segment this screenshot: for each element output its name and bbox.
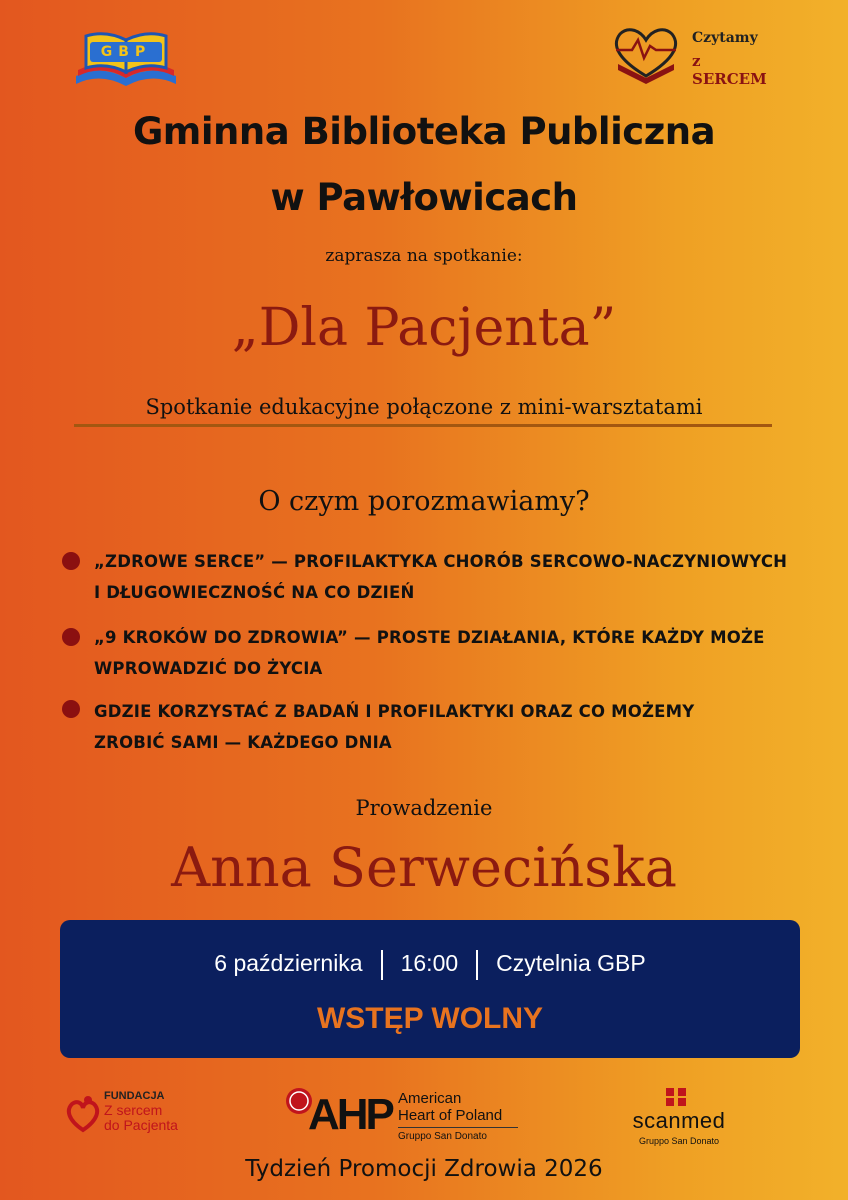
scanmed-name: scanmed <box>632 1108 726 1133</box>
topic-item <box>94 622 834 684</box>
american-heart-of-poland-logo <box>284 1082 524 1148</box>
fundacja-logo <box>66 1086 206 1146</box>
fundacja-line3: do Pacjenta <box>104 1117 178 1133</box>
ahp-line2: Heart of Poland <box>398 1107 503 1124</box>
event-date: 6 października <box>214 950 363 977</box>
czytamy-logo-line2: z SERCEM <box>692 52 767 88</box>
czytamy-z-sercem-logo <box>606 24 767 88</box>
topic-line1: „9 KROKÓW DO ZDROWIA” — PROSTE DZIAŁANIA, KTÓRE KAŻDY MOŻE <box>94 628 765 647</box>
ahp-divider <box>398 1127 518 1128</box>
subtitle-underline <box>74 424 772 427</box>
scanmed-logo <box>614 1086 744 1150</box>
lead-name: Anna Serwecińska <box>171 836 677 899</box>
ahp-letters: AHP <box>308 1090 392 1139</box>
bullet-icon <box>62 628 80 646</box>
topic-line2: ZROBIĆ SAMI — KAŻDEGO DNIA <box>94 733 392 752</box>
event-info-box <box>60 920 800 1058</box>
footer-text: Tydzień Promocji Zdrowia 2026 <box>245 1156 603 1182</box>
event-place: Czytelnia GBP <box>496 950 646 977</box>
event-title: „Dla Pacjenta” <box>231 298 617 358</box>
heart-book-icon <box>606 24 686 84</box>
event-time: 16:00 <box>400 950 459 977</box>
czytamy-logo-line1: Czytamy <box>692 30 758 46</box>
separator <box>476 950 478 980</box>
separator <box>381 950 383 980</box>
topic-line2: I DŁUGOWIECZNOŚĆ NA CO DZIEŃ <box>94 583 415 602</box>
fundacja-line2: Z sercem <box>104 1102 163 1118</box>
ahp-line3: Gruppo San Donato <box>398 1131 487 1142</box>
topic-item <box>94 546 834 608</box>
gbp-logo <box>72 26 180 92</box>
event-details <box>60 950 800 980</box>
topic-item <box>94 696 834 758</box>
gbp-logo-text: GBP <box>100 44 152 60</box>
entry-notice: WSTĘP WOLNY <box>316 1002 544 1035</box>
fundacja-name <box>104 1103 204 1133</box>
scanmed-group: Gruppo San Donato <box>638 1136 720 1146</box>
lead-label: Prowadzenie <box>355 796 493 820</box>
topic-line1: GDZIE KORZYSTAĆ Z BADAŃ I PROFILAKTYKI ORAZ CO MOŻEMY <box>94 702 695 721</box>
invite-text: zaprasza na spotkanie: <box>325 246 523 266</box>
ahp-line1: American <box>398 1090 462 1107</box>
event-subtitle: Spotkanie edukacyjne połączone z mini-warsztatami <box>145 395 703 419</box>
topic-line2: WPROWADZIĆ DO ŻYCIA <box>94 659 323 678</box>
library-name-line2: w Pawłowicach <box>270 176 578 219</box>
fundacja-line1: FUNDACJA <box>104 1090 165 1102</box>
scanmed-cross-icon <box>664 1086 688 1108</box>
library-name-line1: Gminna Biblioteka Publiczna <box>132 110 716 153</box>
topic-line1: „ZDROWE SERCE” — PROFILAKTYKA CHORÓB SERCOWO-NACZYNIOWYCH <box>94 552 788 571</box>
bullet-icon <box>62 552 80 570</box>
bullet-icon <box>62 700 80 718</box>
heart-icon <box>66 1094 100 1134</box>
topics-heading: O czym porozmawiamy? <box>258 486 590 517</box>
